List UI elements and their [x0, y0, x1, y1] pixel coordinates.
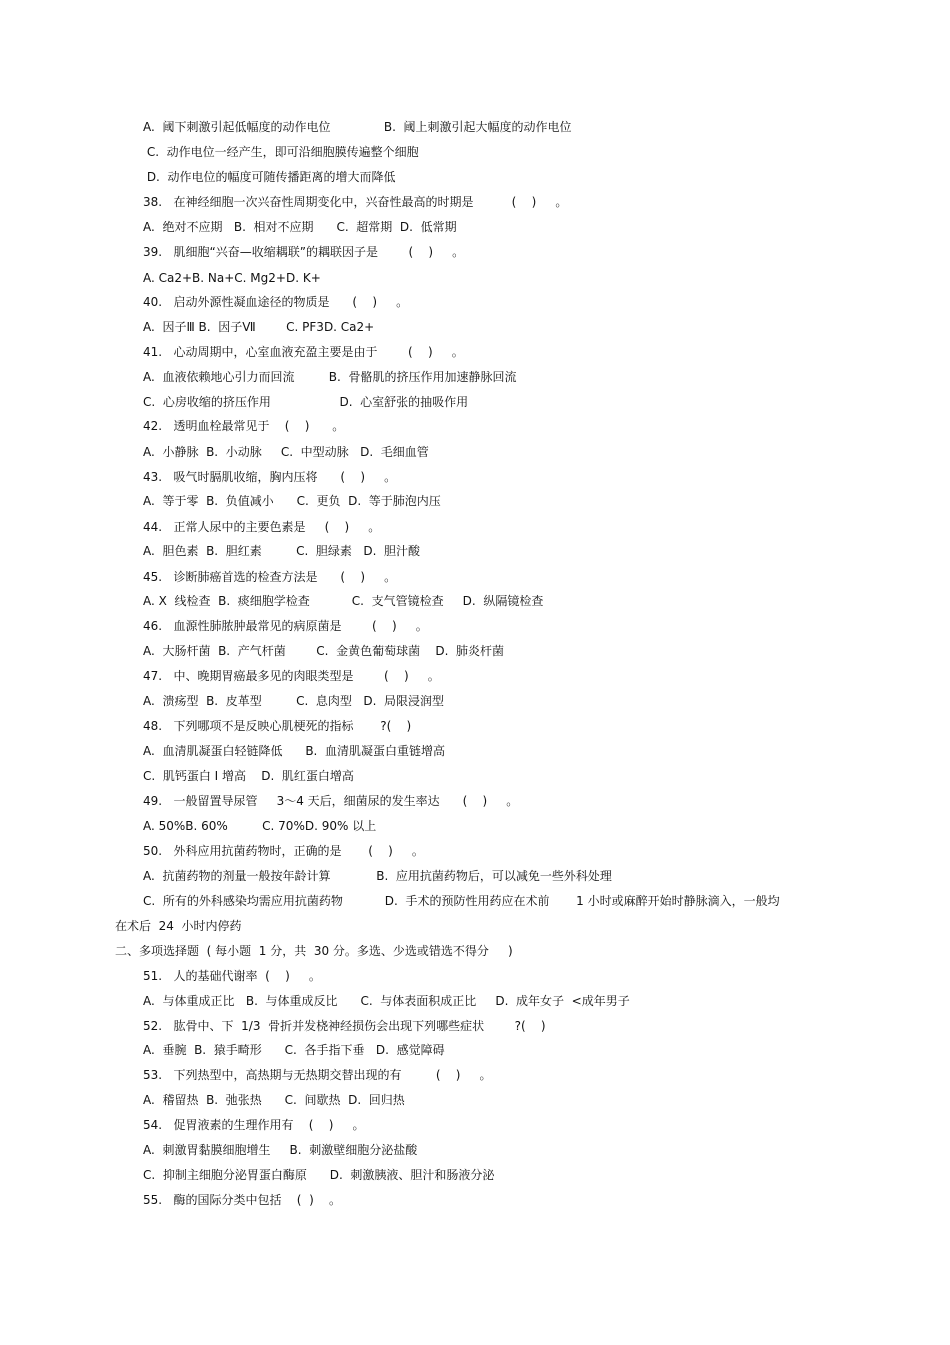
text-line: D. 动作电位的幅度可随传播距离的增大而降低	[143, 170, 396, 184]
answer-options: A. 溃疡型 B. 皮革型 C. 息肉型 D. 局限浸润型	[143, 694, 445, 708]
question-stem: 40. 启动外源性凝血途径的物质是 ( ) 。	[143, 295, 409, 309]
answer-options: A. Ca2+B. Na+C. Mg2+D. K+	[143, 271, 321, 285]
answer-options: A. 与体重成正比 B. 与体重成反比 C. 与体表面积成正比 D. 成年女子 <成年男子	[143, 994, 630, 1008]
question-stem: 52. 肱骨中、下 1/3 骨折并发桡神经损伤会出现下列哪些症状 ?( )	[143, 1019, 546, 1033]
question-stem: 43. 吸气时膈肌收缩，胸内压将 ( ) 。	[143, 470, 397, 484]
question-stem: 55. 酶的国际分类中包括 ( ) 。	[143, 1193, 342, 1207]
question-stem: 53. 下列热型中，高热期与无热期交替出现的有 ( ) 。	[143, 1068, 492, 1082]
question-stem: 49. 一般留置导尿管 3～4 天后，细菌尿的发生率达 ( ) 。	[143, 794, 519, 808]
answer-options: C. 心房收缩的挤压作用 D. 心室舒张的抽吸作用	[143, 395, 469, 409]
question-stem: 47. 中、晚期胃癌最多见的肉眼类型是 ( ) 。	[143, 669, 440, 683]
answer-options: A. 大肠杆菌 B. 产气杆菌 C. 金黄色葡萄球菌 D. 肺炎杆菌	[143, 644, 505, 658]
answer-options: A. 刺激胃黏膜细胞增生 B. 刺激壁细胞分泌盐酸	[143, 1143, 418, 1157]
question-stem: 48. 下列哪项不是反映心肌梗死的指标 ?( )	[143, 719, 412, 733]
answer-options: A. 抗菌药物的剂量一般按年龄计算 B. 应用抗菌药物后，可以减免一些外科处理	[143, 869, 612, 883]
question-stem: 44. 正常人尿中的主要色素是 ( ) 。	[143, 520, 381, 534]
answer-options: C. 肌钙蛋白 I 增高 D. 肌红蛋白增高	[143, 769, 354, 783]
question-stem: 41. 心动周期中，心室血液充盈主要是由于 ( ) 。	[143, 345, 464, 359]
answer-options: A. 血清肌凝蛋白轻链降低 B. 血清肌凝蛋白重链增高	[143, 744, 446, 758]
question-stem: 39. 肌细胞“兴奋—收缩耦联”的耦联因子是 ( ) 。	[143, 245, 465, 259]
section-heading: 二、多项选择题 ( 每小题 1 分，共 30 分。多选、少选或错选不得分 )	[115, 944, 513, 958]
answer-options: A. 胆色素 B. 胆红素 C. 胆绿素 D. 胆汁酸	[143, 544, 421, 558]
answer-options: A. 小静脉 B. 小动脉 C. 中型动脉 D. 毛细血管	[143, 445, 429, 459]
answer-options: A. 血液依赖地心引力而回流 B. 骨骼肌的挤压作用加速静脉回流	[143, 370, 517, 384]
question-stem: 46. 血源性肺脓肿最常见的病原菌是 ( ) 。	[143, 619, 428, 633]
answer-options: A. X 线检查 B. 痰细胞学检查 C. 支气管镜检查 D. 纵隔镜检查	[143, 594, 544, 608]
answer-options: A. 因子Ⅲ B. 因子Ⅶ C. PF3D. Ca2+	[143, 320, 375, 334]
answer-options: C. 抑制主细胞分泌胃蛋白酶原 D. 刺激胰液、胆汁和肠液分泌	[143, 1168, 495, 1182]
question-stem: 50. 外科应用抗菌药物时，正确的是 ( ) 。	[143, 844, 424, 858]
answer-options: A. 绝对不应期 B. 相对不应期 C. 超常期 D. 低常期	[143, 220, 457, 234]
question-stem: 54. 促胃液素的生理作用有 ( ) 。	[143, 1118, 365, 1132]
text-line: A. 阈下刺激引起低幅度的动作电位 B. 阈上刺激引起大幅度的动作电位	[143, 120, 572, 134]
question-stem: 51. 人的基础代谢率 ( ) 。	[143, 969, 321, 983]
question-stem: 38. 在神经细胞一次兴奋性周期变化中，兴奋性最高的时期是 ( ) 。	[143, 195, 568, 209]
answer-options: A. 垂腕 B. 猿手畸形 C. 各手指下垂 D. 感觉障碍	[143, 1043, 445, 1057]
question-stem: 45. 诊断肺癌首选的检查方法是 ( ) 。	[143, 570, 397, 584]
answer-options: A. 50%B. 60% C. 70%D. 90% 以上	[143, 819, 377, 833]
answer-options: A. 等于零 B. 负值减小 C. 更负 D. 等于肺泡内压	[143, 494, 441, 508]
text-line: C. 动作电位一经产生，即可沿细胞膜传遍整个细胞	[143, 145, 419, 159]
answer-options: A. 稽留热 B. 弛张热 C. 间歇热 D. 回归热	[143, 1093, 405, 1107]
question-stem: 42. 透明血栓最常见于 ( ) 。	[143, 419, 345, 433]
answer-continuation: 在术后 24 小时内停药	[115, 919, 242, 933]
answer-options: C. 所有的外科感染均需应用抗菌药物 D. 手术的预防性用药应在术前 1 小时或麻醉开始时静脉滴入，一般均	[143, 894, 780, 908]
